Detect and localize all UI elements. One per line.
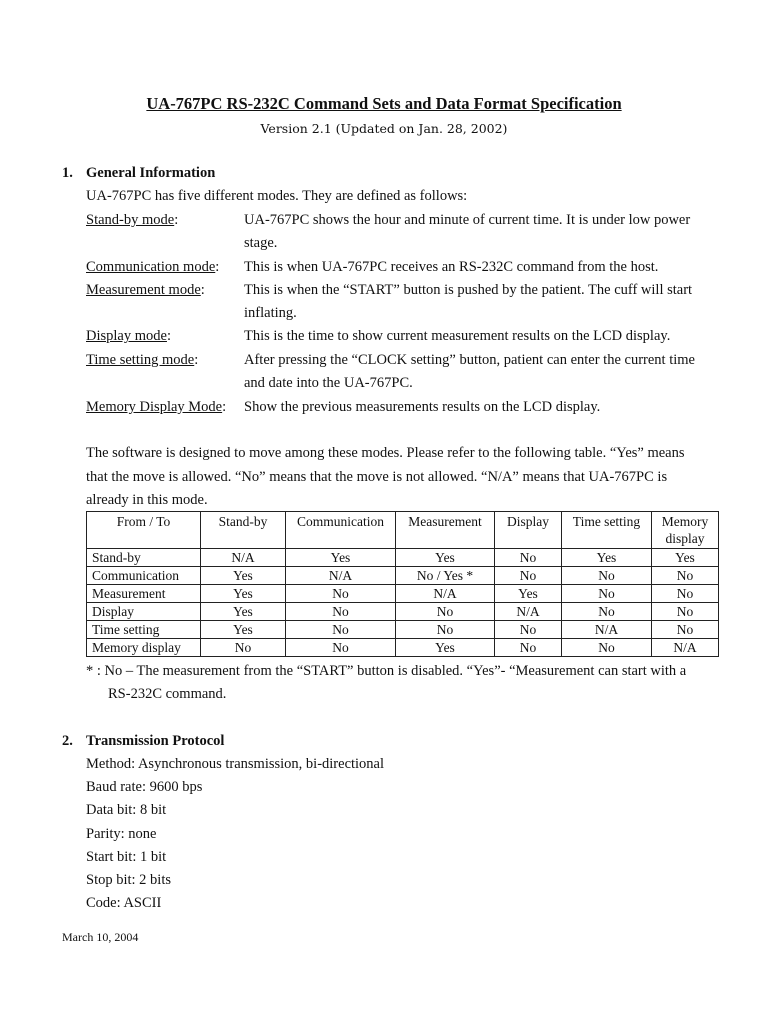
table-row [87, 603, 719, 621]
table-cell: No [652, 585, 719, 603]
column-header: Display [495, 512, 562, 549]
table-cell: N/A [286, 567, 396, 585]
table-cell: No [652, 621, 719, 639]
table-cell: N/A [562, 621, 652, 639]
section-1-intro: UA-767PC has five different modes. They are defined as follows: [86, 188, 468, 204]
section-1-heading: General Information [86, 165, 216, 181]
table-footnote: * : No – The measurement from the “START” button is disabled. “Yes”- “Measurement can start with a [86, 663, 687, 679]
table-cell: Yes [201, 567, 286, 585]
table-cell: No [286, 621, 396, 639]
row-label: Memory display [87, 639, 201, 657]
mode-definition: Display mode: [86, 328, 171, 344]
table-cell: No [562, 567, 652, 585]
table-header-row [87, 512, 719, 549]
mode-definition: Communication mode: [86, 259, 220, 275]
protocol-item: Start bit: 1 bit [86, 849, 167, 865]
document-title: UA-767PC RS-232C Command Sets and Data Format Specification [146, 94, 622, 113]
row-label: Communication [87, 567, 201, 585]
table-cell: No [652, 603, 719, 621]
mode-description: After pressing the “CLOCK setting” button, patient can enter the current time [244, 352, 695, 368]
table-cell: N/A [201, 549, 286, 567]
table-cell: No [286, 639, 396, 657]
table-row [87, 549, 719, 567]
mode-description: and date into the UA-767PC. [244, 375, 413, 391]
mode-name: Time setting mode [86, 352, 195, 368]
mode-definition: Memory Display Mode: [86, 399, 227, 415]
row-label: Measurement [87, 585, 201, 603]
protocol-item: Code: ASCII [86, 895, 162, 911]
mode-description: This is the time to show current measurement results on the LCD display. [244, 328, 671, 344]
protocol-item: Data bit: 8 bit [86, 802, 167, 818]
table-cell: No [495, 639, 562, 657]
table-cell: N/A [495, 603, 562, 621]
section-2-number: 2. [62, 733, 73, 749]
mode-definition: Time setting mode: [86, 352, 199, 368]
section-1-number: 1. [62, 165, 73, 181]
row-label: Display [87, 603, 201, 621]
paragraph-line: The software is designed to move among these modes. Please refer to the following table. “Yes” means [86, 445, 685, 461]
table-cell: No [396, 621, 495, 639]
table-row [87, 639, 719, 657]
table-cell: Yes [396, 639, 495, 657]
table-cell: No [495, 567, 562, 585]
column-header: Communication [286, 512, 396, 549]
mode-name: Measurement mode [86, 282, 201, 298]
row-label: Stand-by [87, 549, 201, 567]
column-header: Memory display [652, 512, 719, 549]
table-cell: Yes [286, 549, 396, 567]
version-line: Version 2.1 (Updated on Jan. 28, 2002) [260, 121, 508, 136]
mode-description: Show the previous measurements results on the LCD display. [244, 399, 601, 415]
table-cell: Yes [495, 585, 562, 603]
protocol-item: Parity: none [86, 826, 157, 842]
table-footnote: RS-232C command. [108, 686, 227, 702]
column-header: Time setting [562, 512, 652, 549]
mode-definition: Measurement mode: [86, 282, 205, 298]
table-cell: No [201, 639, 286, 657]
table-cell: N/A [652, 639, 719, 657]
mode-definition: Stand-by mode: [86, 212, 179, 228]
paragraph-line: already in this mode. [86, 492, 208, 508]
table-cell: Yes [652, 549, 719, 567]
table-corner-cell: From / To [87, 512, 201, 549]
table-row [87, 567, 719, 585]
mode-description: This is when the “START” button is pushed by the patient. The cuff will start [244, 282, 693, 298]
table-row [87, 621, 719, 639]
protocol-item: Method: Asynchronous transmission, bi-directional [86, 756, 385, 772]
table-cell: Yes [562, 549, 652, 567]
mode-transition-table [86, 511, 719, 657]
table-cell: No [652, 567, 719, 585]
table-cell: No [495, 621, 562, 639]
column-header: Measurement [396, 512, 495, 549]
mode-description: This is when UA-767PC receives an RS-232C command from the host. [244, 259, 659, 275]
column-header: Stand-by [201, 512, 286, 549]
table-cell: Yes [201, 585, 286, 603]
section-2-heading: Transmission Protocol [86, 733, 225, 749]
table-cell: No / Yes * [396, 567, 495, 585]
table-cell: No [562, 603, 652, 621]
mode-description: UA-767PC shows the hour and minute of current time. It is under low power [244, 212, 691, 228]
table-row [87, 585, 719, 603]
mode-name: Memory Display Mode [86, 399, 223, 415]
table-cell: No [495, 549, 562, 567]
footer-date: March 10, 2004 [62, 930, 139, 944]
protocol-item: Baud rate: 9600 bps [86, 779, 203, 795]
row-label: Time setting [87, 621, 201, 639]
table-cell: Yes [201, 603, 286, 621]
mode-name: Stand-by mode [86, 212, 175, 228]
mode-description: stage. [244, 235, 278, 251]
mode-description: inflating. [244, 305, 297, 321]
mode-name: Communication mode [86, 259, 216, 275]
table-cell: No [562, 639, 652, 657]
table-cell: No [286, 603, 396, 621]
paragraph-line: that the move is allowed. “No” means that the move is not allowed. “N/A” means that UA-767PC is [86, 469, 668, 485]
table-cell: No [396, 603, 495, 621]
table-cell: No [562, 585, 652, 603]
table-cell: Yes [396, 549, 495, 567]
protocol-item: Stop bit: 2 bits [86, 872, 172, 888]
table-cell: N/A [396, 585, 495, 603]
table-cell: No [286, 585, 396, 603]
mode-name: Display mode [86, 328, 167, 344]
table-cell: Yes [201, 621, 286, 639]
